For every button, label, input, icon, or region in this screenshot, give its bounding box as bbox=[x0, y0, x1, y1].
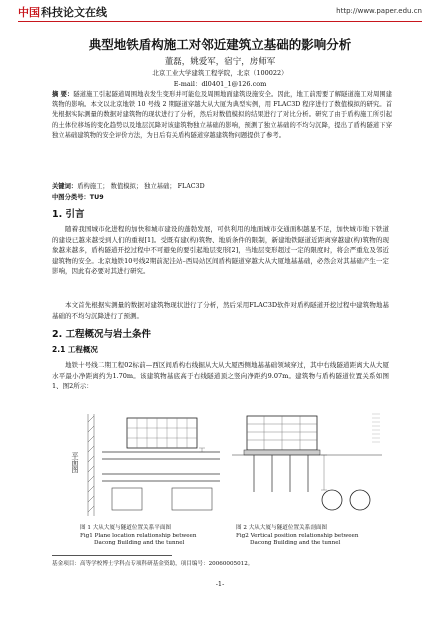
figure-2-section-view bbox=[232, 412, 382, 520]
section-heading-intro: 1. 引言 bbox=[52, 209, 85, 220]
abstract-text: 隧道施工引起隧道周围地表发生变形并可能危及周围地面建筑设施安全。因此，地工前需要了解隧道施工对周围建筑物的影响。本文以北京地铁 10 号线 2 期隧道穿越大从大厦为典型实例，用 FLAC3D 程序进行了数值模拟的研究。首先根据实际测量的数据对建筑物的现状进行了分析，然后对数值模拟的结果进行了对比分析。研究了由于盾构施工所引起的土体位移场的变化趋势以及地层沉降对该建筑物独立基础的影响，预测了独立基础的不均匀沉降，提出了盾构隧道下穿独立基础建筑物的安全评价方法，为日后有关盾构隧道穿越建筑物问题提供了参考。 bbox=[52, 91, 392, 139]
abstract bbox=[52, 90, 392, 141]
project-paragraph: 地铁十号线二期工程02标前—西区间盾构右线掘从大从大厦西侧地基基础领域穿过，其中右线隧道距离大从大厦水平最小净距离约为1.70m。该建筑物基底高于右线隧道顶之竖向净距约9.07m。建筑物与盾构隧道位置关系如图1、图2所示： bbox=[52, 361, 389, 391]
site-logo[interactable] bbox=[18, 5, 107, 18]
keywords-label: 关键词： bbox=[52, 183, 78, 190]
figure-1-caption-en-1: Fig1 Plane location relationship between bbox=[80, 532, 197, 539]
class-number-label: 中图分类号： bbox=[52, 194, 90, 201]
intro-paragraph-1: 随着我国城市化进程的加快和城市建设的蓬勃发展，可供利用的地面城市交通面积越显不足，加快城市地下铁道的建设已越来越受到人们的重视[1]。受既有建(构)筑物、地质条件的限制，新建地铁隧道近距离穿越建(构)筑物的现象越来越多，盾构隧道开挖过程中不可避免的要引起地层变形[2]，当地层变形超过一定的限度时，将会严重危及邻近建筑物的安全。北京地铁10号线2期前泥洼站–西局站区间盾构隧道穿越大从大厦地基基础，必然会对其基础产生一定影响，因此有必要对其进行研究。 bbox=[52, 225, 389, 276]
class-number bbox=[52, 192, 392, 201]
figure-1-caption-en-2: Dacong Building and the tunnel bbox=[94, 540, 185, 547]
figure-1-plan-view bbox=[72, 412, 222, 520]
figure-2-caption-cn: 图 2 大从大厦与隧道位置关系剖面图 bbox=[236, 525, 328, 531]
header-divider bbox=[18, 21, 422, 22]
keywords bbox=[52, 181, 392, 190]
class-number-value: TU9 bbox=[89, 194, 104, 201]
paper-affiliation: 北京工业大学建筑工程学院，北京（100022） bbox=[152, 69, 288, 77]
subsection-heading-project: 2.1 工程概况 bbox=[52, 345, 98, 354]
page-number: -1- bbox=[215, 580, 225, 588]
abstract-label: 摘 要： bbox=[52, 91, 74, 98]
figure-1-caption bbox=[80, 525, 220, 548]
footnote: 基金项目：高等学校博士学科点专项科研基金资助，项目编号：20060005012。 bbox=[52, 561, 254, 567]
section-heading-overview: 2. 工程概况与岩土条件 bbox=[52, 329, 152, 340]
footnote-divider bbox=[52, 555, 172, 556]
paper-title: 典型地铁盾构施工对邻近建筑立基础的影响分析 bbox=[88, 37, 352, 52]
figure-2-caption bbox=[236, 525, 386, 548]
paper-authors: 董磊，姚爱军，宿宁，房师军 bbox=[164, 57, 276, 67]
site-url[interactable]: http://www.paper.edu.cn bbox=[336, 7, 422, 15]
figure-2-caption-en-2: Dacong Building and the tunnel bbox=[250, 540, 341, 547]
figure-1-caption-cn: 图 1 大从大厦与隧道位置关系平面图 bbox=[80, 525, 172, 531]
logo-mark: 中国 bbox=[18, 5, 40, 19]
author-email: E-mail：dl0401_1@126.com bbox=[173, 80, 267, 88]
page-header bbox=[0, 0, 440, 22]
keywords-text: 盾构施工； 数值模拟； 独立基础； FLAC3D bbox=[77, 183, 205, 190]
intro-paragraph-2: 本文首先根据实测量的数据对建筑物现状进行了分析，然后采用FLAC3D软件对盾构隧道开挖过程中建筑物地基基础的不均匀沉降进行了预测。 bbox=[52, 301, 389, 320]
figure-2-caption-en-1: Fig2 Vertical position relationship between bbox=[236, 532, 359, 539]
figure-1-label: 平面图 bbox=[71, 452, 79, 473]
logo-text: 科技论文在线 bbox=[41, 5, 107, 19]
